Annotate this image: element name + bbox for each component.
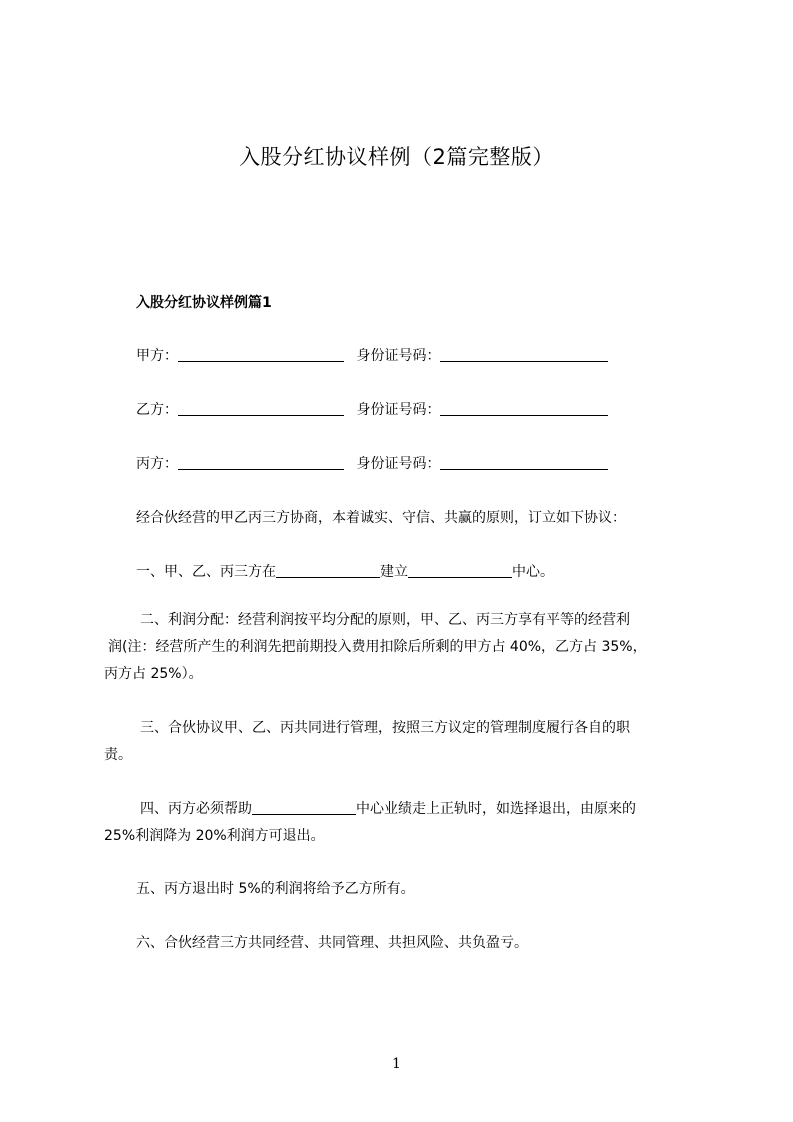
clause-5: 五、丙方退出时 5%的利润将给予乙方所有。 <box>136 881 415 897</box>
clause-4-line-2: 25%利润降为 20%利润方可退出。 <box>104 828 325 844</box>
party-c-id-blank <box>440 455 608 470</box>
party-a-id-label: 身份证号码： <box>356 348 441 364</box>
party-b-id-blank <box>440 401 608 416</box>
party-a-blank <box>178 347 344 362</box>
party-b-id-label: 身份证号码： <box>356 402 441 418</box>
clause-1-location-blank <box>276 563 380 578</box>
clause-4-part-a: 四、丙方必须帮助 <box>140 801 252 817</box>
clause-4-center-blank <box>252 800 356 815</box>
clause-3-line-2: 责。 <box>104 747 132 763</box>
clause-1 <box>136 561 554 581</box>
clause-4-line-1 <box>104 796 636 823</box>
party-c-label: 丙方： <box>136 456 178 472</box>
clause-6: 六、合伙经营三方共同经营、共同管理、共担风险、共负盈亏。 <box>136 935 528 951</box>
clause-2-line-3: 丙方占 25%）。 <box>104 666 203 682</box>
party-a-line <box>136 345 608 365</box>
clause-2 <box>104 607 647 688</box>
clause-2-line-1: 二、利润分配：经营利润按平均分配的原则，甲、乙、丙三方享有平等的经营利 <box>140 612 630 628</box>
party-a-label: 甲方： <box>136 348 178 364</box>
party-b-line <box>136 399 608 419</box>
party-c-blank <box>178 455 344 470</box>
clause-1-part-a: 一、甲、乙、丙三方在 <box>136 564 276 580</box>
clause-1-part-c: 中心。 <box>512 564 554 580</box>
party-a-id-blank <box>440 347 608 362</box>
page-number: 1 <box>392 1056 401 1072</box>
section-heading: 入股分红协议样例篇1 <box>136 295 272 311</box>
party-b-blank <box>178 401 344 416</box>
clause-4 <box>104 796 636 850</box>
clause-3 <box>104 715 630 769</box>
party-c-id-label: 身份证号码： <box>356 456 441 472</box>
clause-4-part-b: 中心业绩走上正轨时，如选择退出，由原来的 <box>356 801 636 817</box>
document-title: 入股分红协议样例（2篇完整版） <box>239 145 554 169</box>
clause-2-line-2: 润(注：经营所产生的利润先把前期投入费用扣除后所剩的甲方占 40%，乙方占 35%， <box>108 639 647 655</box>
party-c-line <box>136 453 608 473</box>
clause-1-part-b: 建立 <box>380 564 408 580</box>
clause-1-center-blank <box>408 563 512 578</box>
clause-3-line-1: 三、合伙协议甲、乙、丙共同进行管理，按照三方议定的管理制度履行各自的职 <box>140 720 630 736</box>
party-b-label: 乙方： <box>136 402 178 418</box>
intro-paragraph: 经合伙经营的甲乙丙三方协商，本着诚实、守信、共赢的原则，订立如下协议： <box>136 510 626 526</box>
